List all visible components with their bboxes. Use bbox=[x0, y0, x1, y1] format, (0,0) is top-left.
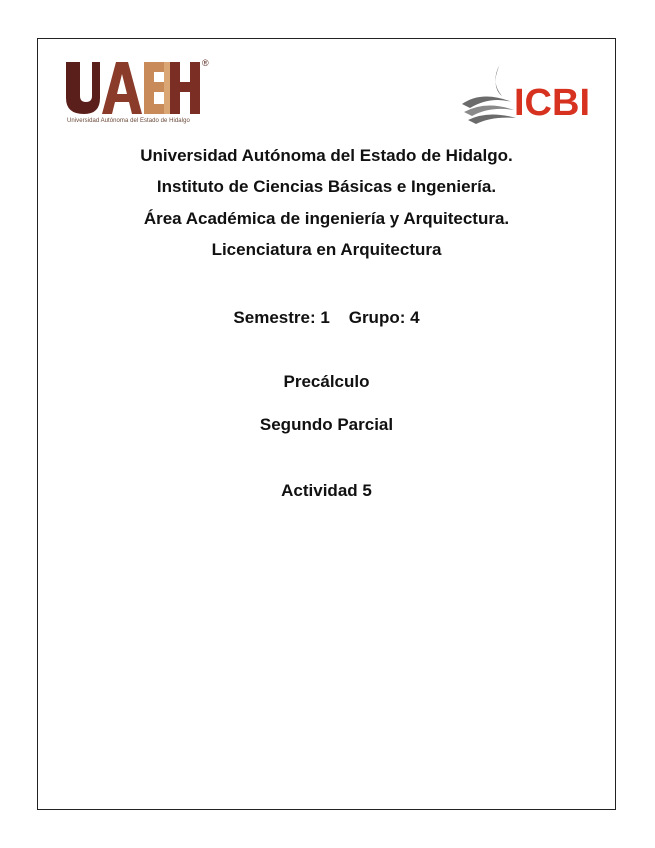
course-info bbox=[37, 309, 616, 326]
icbi-wordmark: ICBI bbox=[514, 82, 590, 124]
semestre-label: Semestre: 1 bbox=[233, 308, 330, 327]
term-name: Segundo Parcial bbox=[259, 415, 394, 434]
subject-name: Precálculo bbox=[283, 372, 370, 391]
grupo-label: Grupo: 4 bbox=[348, 308, 420, 327]
registered-mark: ® bbox=[202, 58, 209, 68]
university-name: Universidad Autónoma del Estado de Hidalgo. bbox=[140, 146, 513, 165]
uaeh-tagline: Universidad Autónoma del Estado de Hidalgo bbox=[67, 118, 190, 124]
icbi-swoosh-icon bbox=[460, 62, 520, 128]
activity-name: Actividad 5 bbox=[281, 481, 372, 500]
uaeh-wordmark-graphic bbox=[64, 58, 204, 116]
institute-name: Instituto de Ciencias Básicas e Ingeniería. bbox=[156, 177, 497, 196]
uaeh-logo bbox=[64, 58, 214, 130]
academic-area: Área Académica de ingeniería y Arquitectura. bbox=[143, 209, 510, 228]
program-name: Licenciatura en Arquitectura bbox=[211, 240, 442, 259]
icbi-logo bbox=[460, 62, 602, 128]
